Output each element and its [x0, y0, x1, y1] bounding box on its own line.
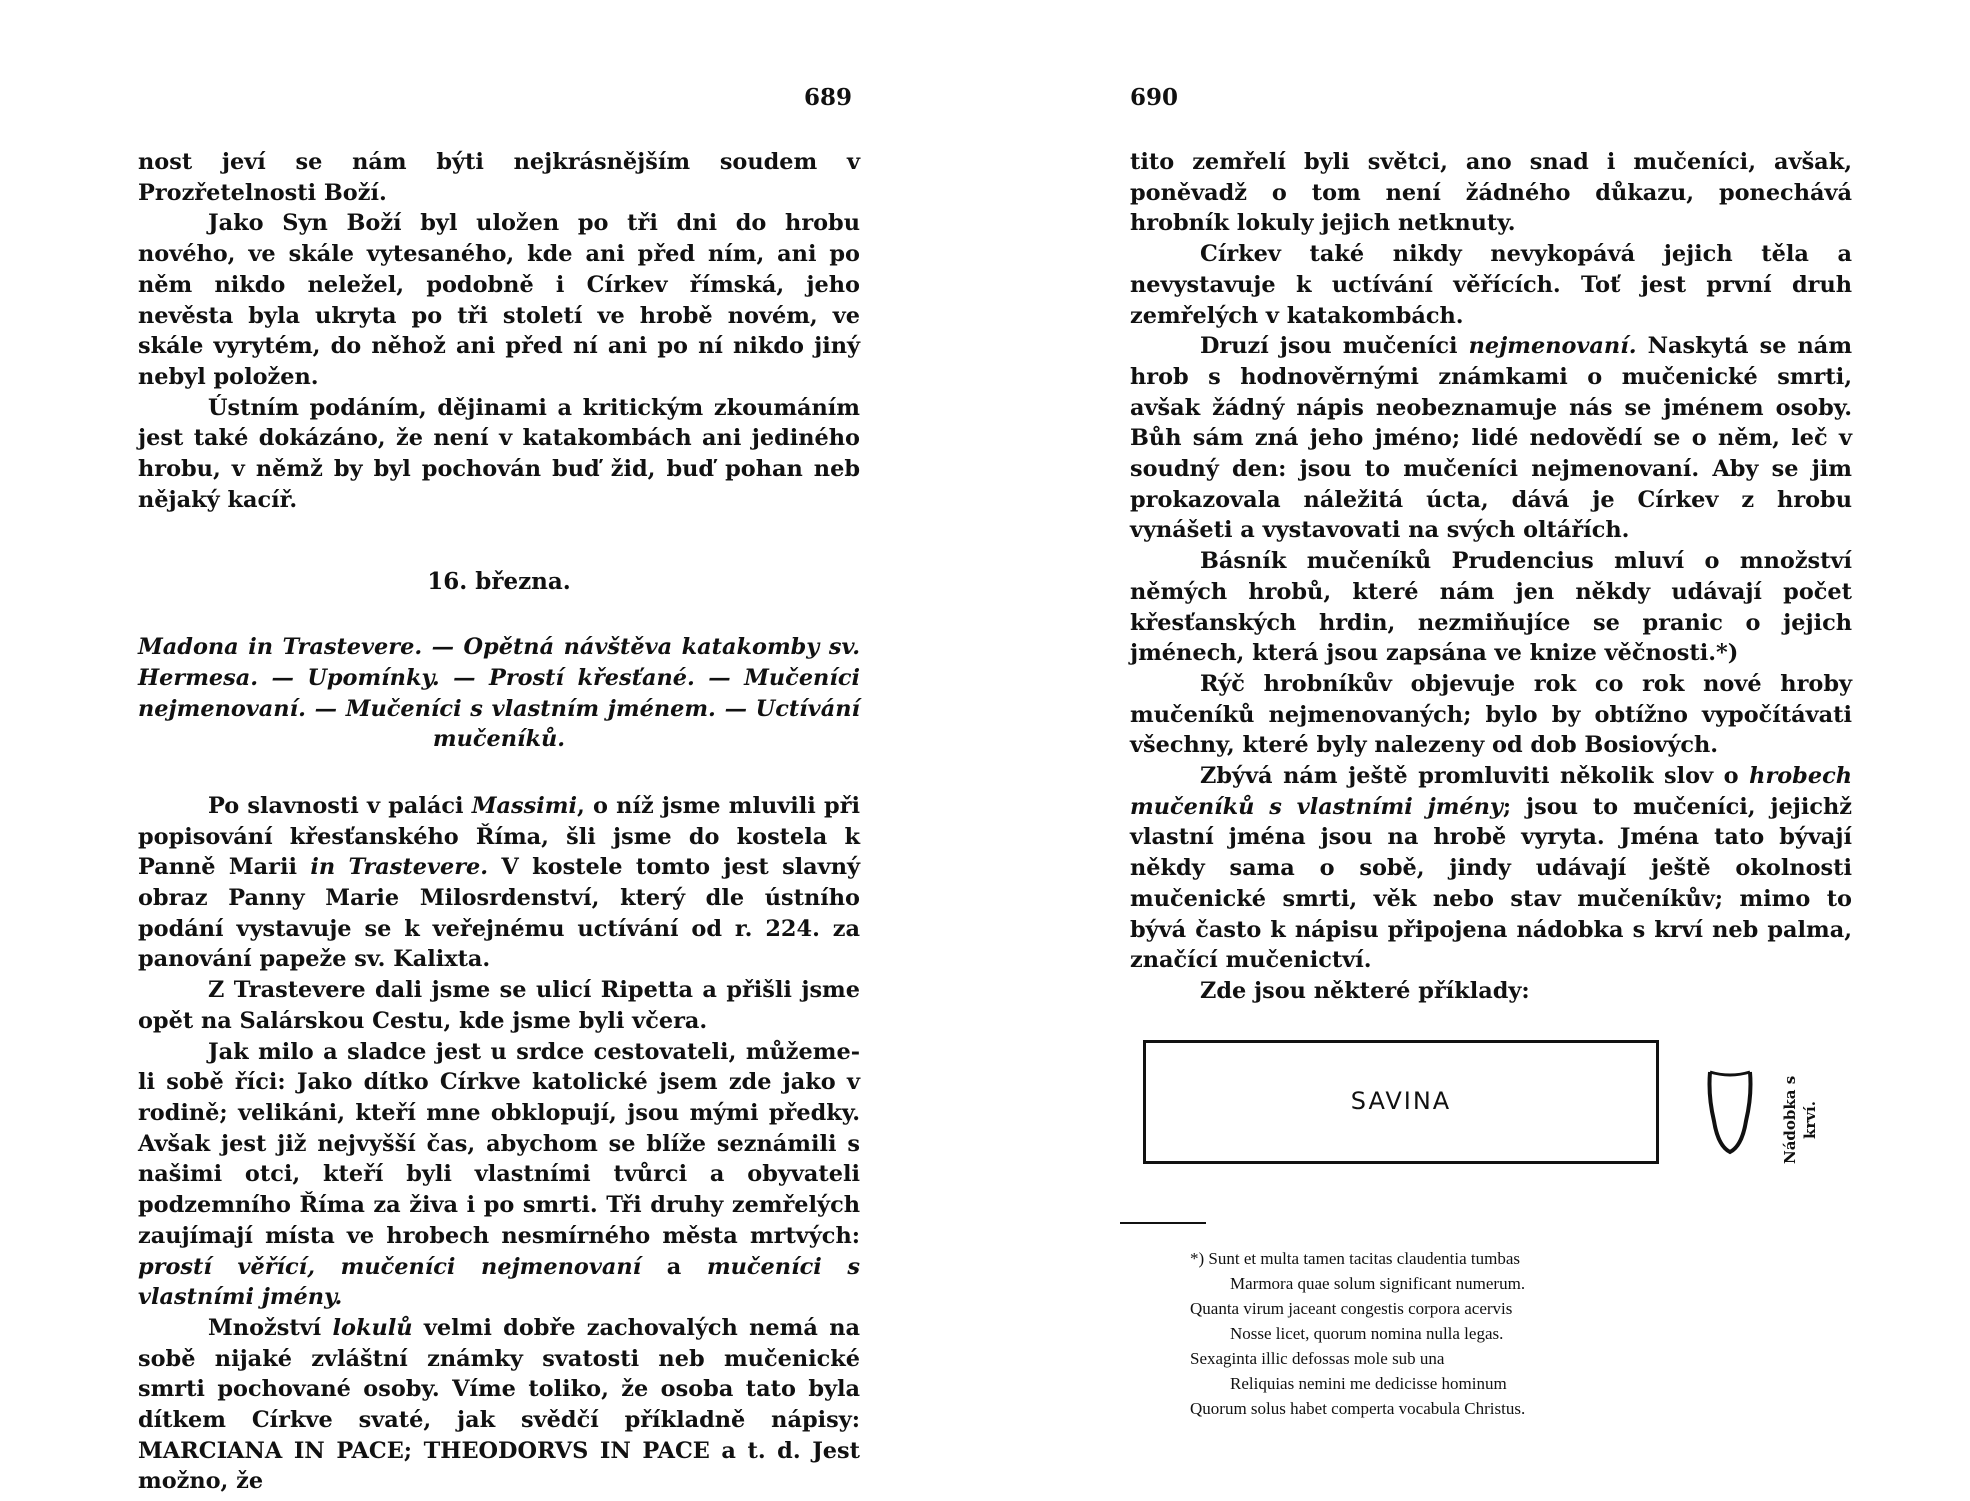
emphasis: mučeníci s vlastními jmény. — [138, 1253, 860, 1311]
paragraph-text: Po slavnosti v paláci — [208, 792, 472, 819]
paragraph — [138, 1313, 860, 1497]
footnote-rule — [1120, 1222, 1206, 1224]
right-page-body — [1130, 147, 1852, 1007]
paragraph: Ústním podáním, dějinami a kritickým zkoumáním jest také dokázáno, že není v katakombách ani jediného hrobu, v němž by byl pochován buď žid, buď pohan neb nějaký kacíř. — [138, 394, 860, 513]
inscription-text: SAVINA — [1350, 1087, 1452, 1115]
footnote-line: Reliquias nemini me dedicisse hominum — [1230, 1374, 1507, 1393]
vessel-label: Nádobka s krví. — [1781, 1075, 1819, 1165]
footnote-line: Marmora quae solum significant numerum. — [1230, 1274, 1526, 1293]
emphasis: hrobech mučeníků s vlastními jmény — [1130, 763, 1852, 820]
page-number: 690 — [1130, 84, 1179, 111]
footnote — [1190, 1246, 1790, 1421]
paragraph-text: , o níž jsme mluvili při popisování křesťanského Říma, šli jsme do kostela k Panně Marii — [138, 792, 860, 881]
paragraph-text: a — [641, 1253, 707, 1280]
paragraph: Jako Syn Boží byl uložen po tři dni do hrobu nového, ve skále vytesaného, kde ani před ním, ani po něm nikdo neležel, podobně i Církev římská, jeho nevěsta byla ukryta po tři století ve hrobě novém, ve skále vyrytém, do něhož ani před ní ani po ní nikdo jiný nebyl položen. — [138, 210, 860, 390]
paragraph: Básník mučeníků Prudencius mluví o množství němých hrobů, které nám jen někdy udávají počet křesťanských hrdin, nezmiňujíce se pranic o jejich jménech, která jsou zapsána ve knize věčnosti.*) — [1130, 548, 1852, 667]
footnote-line: Nosse licet, quorum nomina nulla legas. — [1230, 1324, 1504, 1343]
footnote-line: *) Sunt et multa tamen tacitas claudentia tumbas — [1190, 1249, 1520, 1268]
emphasis: nejmenovaní. — [1468, 333, 1637, 360]
vessel-icon — [1700, 1066, 1760, 1158]
emphasis: lokulů — [332, 1314, 413, 1341]
footnote-line: Sexaginta illic defossas mole sub una — [1190, 1349, 1445, 1368]
paragraph — [1130, 331, 1852, 546]
chapter-summary: Madona in Trastevere. — Opětná návštěva katakomby sv. Hermesa. — Upomínky. — Prostí křesťané. — Mučeníci nejmenovaní. — Mučeníci s vlastním jménem. — Uctívání mučeníků. — [138, 634, 860, 753]
paragraph — [1130, 761, 1852, 976]
emphasis: in Trastevere. — [310, 854, 489, 881]
paragraph: tito zemřelí byli světci, ano snad i mučeníci, avšak, poněvadž o tom není žádného důkazu, ponechává hrobník lokuly jejich netknuty. — [1130, 149, 1852, 237]
paragraph: Zde jsou některé příklady: — [1200, 977, 1530, 1004]
paragraph-text: ; jsou to mučeníci, jejichž vlastní jména jsou na hrobě vyryta. Jména tato bývají někdy sama o sobě, jindy udávají ještě okolnosti mučenické smrti, věk nebo stav mučeníkův; mimo to bývá často k nápisu připojena nádobka s krví neb palma, značící mučenictví. — [1130, 793, 1853, 974]
paragraph-text: Druzí jsou mučeníci — [1200, 333, 1469, 360]
emphasis: prostí věřící, mučeníci nejmenovaní — [138, 1253, 642, 1280]
paragraph: Církev také nikdy nevykopává jejich těla a nevystavuje k uctívání věřících. Toť jest první druh zemřelých v katakombách. — [1130, 241, 1852, 329]
paragraph: Rýč hrobníkův objevuje rok co rok nové hroby mučeníků nejmenovaných; bylo by obtížno vypočítávati všechny, které byly nalezeny od dob Bosiových. — [1130, 670, 1852, 759]
emphasis: Massimi — [471, 792, 577, 819]
paragraph-text: Zbývá nám ještě promluviti několik slov o — [1200, 763, 1750, 790]
paragraph-text: Naskytá se nám hrob s hodnověrnými známkami o mučenické smrti, avšak žádný nápis neobeznamuje nás se jménem osoby. Bůh sám zná jeho jméno; lidé nedovědí se o něm, leč v soudný den: jsou to mučeníci nejmenovaní. Aby se jim prokazovala náležitá úcta, dává je Církev z hrobu vynášeti a vystavovati na svých oltářích. — [1130, 333, 1853, 544]
paragraph-text: V kostele tomto jest slavný obraz Panny Marie Milosrdenství, který dle ústního podání vystavuje se k veřejnému uctívání od r. 224. za panování papeže sv. Kalixta. — [138, 854, 860, 973]
footnote-line: Quorum solus habet comperta vocabula Christus. — [1190, 1399, 1526, 1418]
paragraph-text: Množství — [208, 1314, 333, 1341]
chapter-heading: 16. března. — [427, 568, 571, 596]
paragraph: nost jeví se nám býti nejkrásnějším soudem v Prozřetelnosti Boží. — [138, 149, 860, 206]
inscription-box — [1143, 1040, 1659, 1164]
paragraph — [138, 791, 860, 975]
paragraph — [138, 1037, 860, 1313]
paragraph: Z Trastevere dali jsme se ulicí Ripetta a přišli jsme opět na Salárskou Cestu, kde jsme byli včera. — [138, 977, 860, 1034]
paragraph-text: Jak milo a sladce jest u srdce cestovateli, můžeme-li sobě říci: Jako dítko Církve katolické jsem zde jako v rodině; velikáni, kteří mne obklopují, jsou mými předky. Avšak jest již nejvyšší čas, abychom se blíže seznámili s našimi otci, kteří byli vlastními tvůrci a obyvateli podzemního Říma za živa i po smrti. Tři druhy zemřelých zaujímají místa ve hrobech nesmírného města mrtvých: — [138, 1038, 860, 1249]
left-page-body — [138, 147, 860, 1497]
footnote-line: Quanta virum jaceant congestis corpora acervis — [1190, 1299, 1513, 1318]
page-number: 689 — [803, 84, 852, 111]
paragraph-text: velmi dobře zachovalých nemá na sobě nijaké zvláštní známky svatosti neb mučenické smrti pochované osoby. Víme toliko, že osoba tato byla dítkem Církve svaté, jak svědčí příkladně nápisy: MARCIANA IN PACE; THEODORVS IN PACE a t. d. Jest možno, že — [138, 1314, 860, 1495]
